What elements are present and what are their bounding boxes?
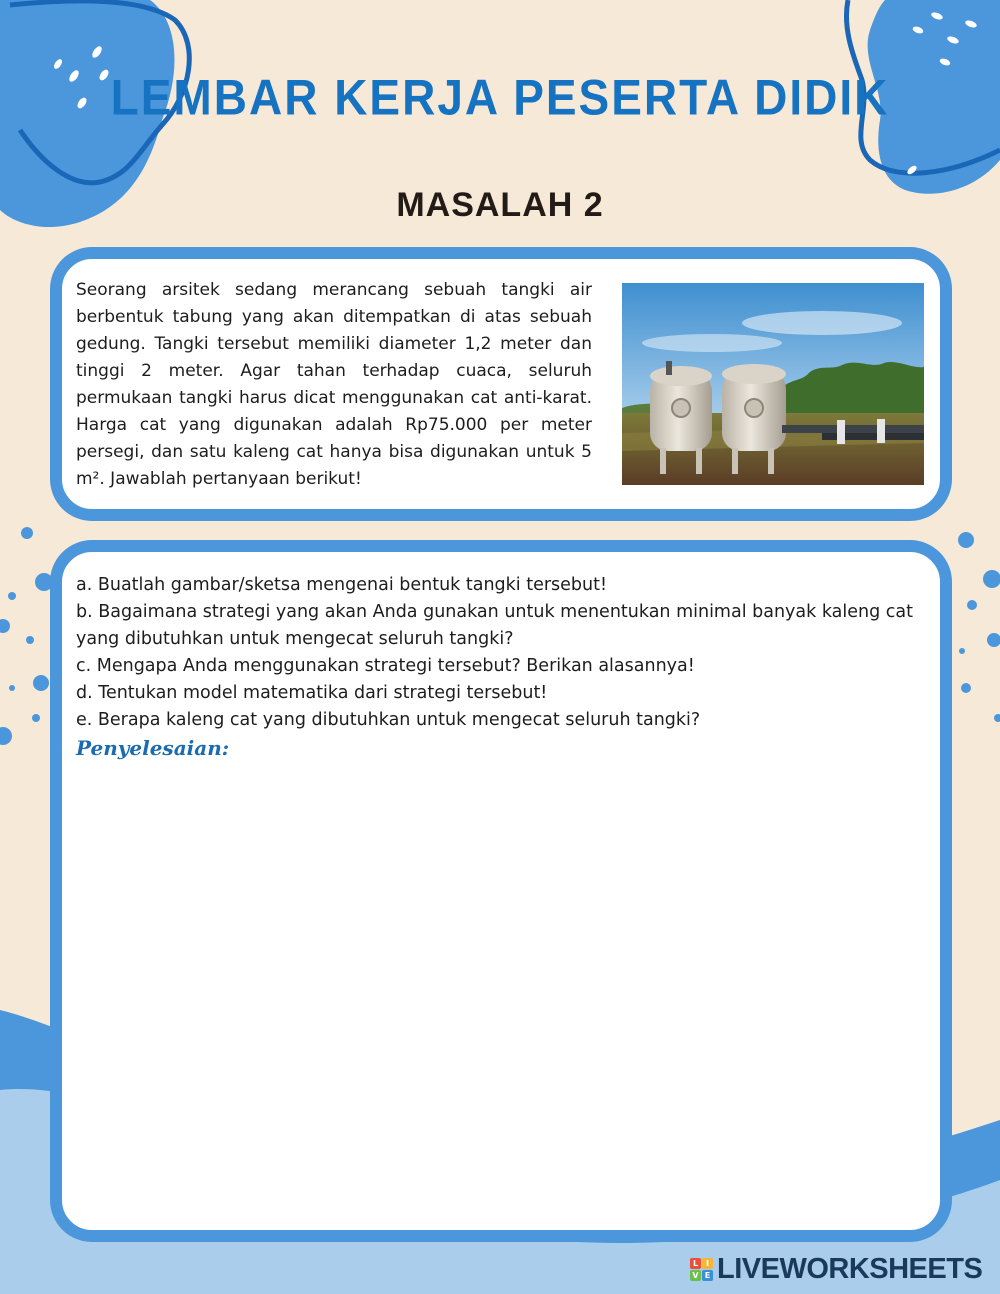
questions-card — [50, 540, 952, 1242]
question-list — [76, 572, 926, 734]
problem-heading: MASALAH 2 — [396, 186, 604, 224]
question-e: e. Berapa kaleng cat yang dibutuhkan untuk mengecat seluruh tangki? — [76, 710, 701, 730]
question-d: d. Tentukan model matematika dari strategi tersebut! — [76, 683, 548, 703]
question-a: a. Buatlah gambar/sketsa mengenai bentuk tangki tersebut! — [76, 575, 607, 595]
question-c: c. Mengapa Anda menggunakan strategi tersebut? Berikan alasannya! — [76, 656, 695, 676]
water-tanks-photo — [622, 283, 924, 485]
liveworksheets-brand[interactable] — [690, 1252, 982, 1286]
liveworksheets-brand-text: LIVEWORKSHEETS — [717, 1252, 983, 1285]
page-title: LEMBAR KERJA PESERTA DIDIK — [110, 68, 890, 126]
solution-label: Penyelesaian: — [76, 736, 230, 760]
problem-story-text: Seorang arsitek sedang merancang sebuah tangki air berbentuk tabung yang akan ditempatkan di atas sebuah gedung. Tangki tersebut memiliki diameter 1,2 meter dan tinggi 2 meter. Agar tahan terhadap cuaca, seluruh permukaan tangki harus dicat menggunakan cat anti-karat. Harga cat yang digunakan adalah Rp75.000 per meter persegi, dan satu kaleng cat hanya bisa digunakan untuk 5 m². Jawablah pertanyaan berikut! — [76, 280, 592, 489]
liveworksheets-logo-icon: L I V E — [690, 1258, 713, 1281]
problem-card — [50, 247, 952, 521]
question-b: b. Bagaimana strategi yang akan Anda gunakan untuk menentukan minimal banyak kaleng cat yang dibutuhkan untuk mengecat seluruh tangki? — [76, 602, 913, 649]
